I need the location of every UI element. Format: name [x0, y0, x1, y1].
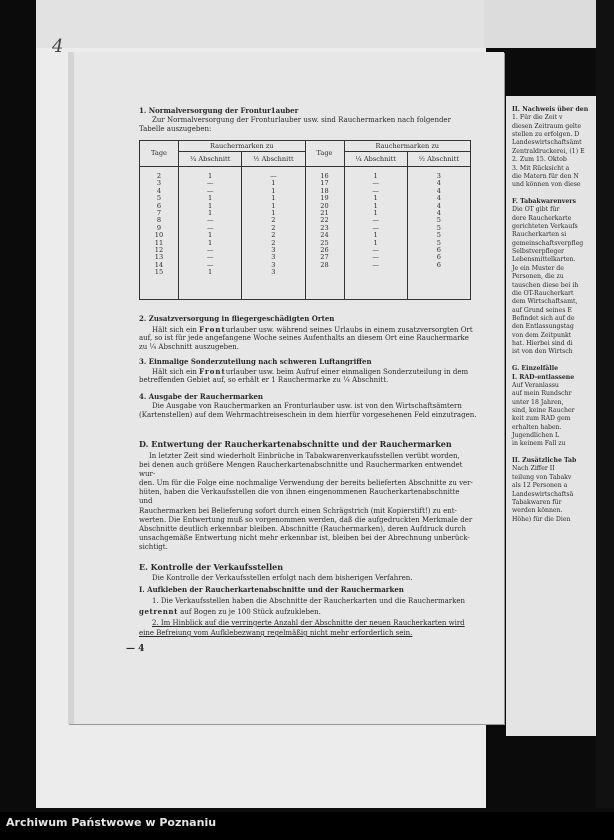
section-2-text: auf, so ist für jede angefangene Woche seines Aufenthalts an diesem Ort eine Rauchermarke	[139, 334, 469, 342]
adjacent-page-line: ist von den Wirtsch	[512, 348, 573, 356]
adjacent-page-line: teilung von Tabakv	[512, 473, 572, 481]
scan-top-margin	[36, 0, 486, 48]
section-3-heading: 3. Einmalige Sonderzuteilung nach schweren Luftangriffen	[139, 357, 372, 366]
adjacent-page-line: Nach Ziffer II	[512, 465, 555, 473]
section-e-intro: Die Kontrolle der Verkaufsstellen erfolgt nach dem bisherigen Verfahren.	[152, 574, 413, 582]
adjacent-page-line: II. Nachweis über den	[512, 106, 589, 113]
scan-right-edge	[596, 0, 614, 808]
adjacent-page-line: Raucherkarten si	[512, 231, 567, 239]
page-fold-shadow	[68, 52, 74, 724]
table-col-right-half: 3 4 4 4 4 4 5 5 5 5 6 6 6	[407, 167, 470, 300]
adjacent-page-line: Höhe) für die Dien	[512, 515, 571, 523]
adjacent-page-line: die OT-Raucherkart	[512, 289, 574, 297]
table-header-half: ½ Abschnitt	[407, 152, 470, 167]
adjacent-page-line	[512, 449, 596, 457]
adjacent-page-line: in keinem Fall zu	[512, 440, 566, 448]
adjacent-page-line: F. Tabakwarenvers	[512, 197, 577, 205]
adjacent-page-line: auf Grund seines E	[512, 306, 572, 314]
section-2-heading: 2. Zusatzversorgung in fliegergeschädigten Orten	[139, 314, 335, 323]
adjacent-page-line: den Entlassungstag	[512, 323, 574, 331]
adjacent-page-line: Personen, die zu	[512, 273, 564, 281]
adjacent-page-line: Die OT gibt für	[512, 206, 560, 214]
table-header-group: Rauchermarken zu	[179, 141, 306, 152]
section-4-heading: 4. Ausgabe der Rauchermarken	[139, 392, 264, 401]
handwritten-page-mark: 4	[52, 36, 64, 57]
adjacent-page-line: II. Zusätzliche Tab	[512, 457, 577, 465]
adjacent-page-line: G. Einzelfälle	[512, 365, 559, 373]
table-header-quarter: ¼ Abschnitt	[344, 152, 407, 167]
adjacent-page-line: hat. Hierbei sind di	[512, 340, 573, 348]
adjacent-page-line: Je ein Muster de	[512, 264, 564, 272]
section-e-text: eine Befreiung vom Aufklebezwang regelmäßig nicht mehr erforderlich sein.	[139, 629, 413, 637]
adjacent-page-line: Landeswirtschaftsä	[512, 490, 574, 498]
adjacent-page-line: und können von diese	[512, 181, 581, 189]
adjacent-page-line: dem Wirtschaftsamt,	[512, 298, 578, 306]
section-e-subheading: I. Aufkleben der Raucherkartenabschnitte und der Rauchermarken	[139, 585, 404, 594]
table-header-half: ½ Abschnitt	[242, 152, 305, 167]
section-3-text: betreffenden Gebiet auf, so erhält er 1 Rauchermarke zu ¼ Abschnitt.	[139, 376, 389, 384]
section-4-text: Die Ausgabe von Rauchermarken an Fronturlauber usw. ist von den Wirtschaftsämtern	[152, 402, 462, 410]
adjacent-page-line: diesen Zeitraum gelte	[512, 122, 582, 130]
rauchermarken-table	[139, 140, 471, 300]
section-1-intro-line: Tabelle auszugeben:	[139, 125, 212, 133]
adjacent-page-line: dere Raucherkarte	[512, 214, 572, 222]
adjacent-page-line: 3. Mit Rücksicht a	[512, 164, 570, 172]
adjacent-page-text	[506, 96, 596, 524]
table-header-tage: Tage	[140, 141, 179, 167]
adjacent-page-line: Jugendlichen L	[512, 432, 560, 440]
table-header-quarter: ¼ Abschnitt	[179, 152, 242, 167]
table-header-tage: Tage	[305, 141, 344, 167]
table-col-left-tage: 2 3 4 5 6 7 8 9 10 11 12 13 14 15	[140, 167, 179, 300]
adjacent-page-line: Auf Veranlassu	[512, 381, 559, 389]
adjacent-page-line: I. RAD-entlassene	[512, 373, 575, 381]
adjacent-page-line: gerichteten Verkaufs	[512, 223, 578, 231]
section-e-heading: E. Kontrolle der Verkaufsstellen	[139, 562, 284, 572]
section-e-text: 1. Die Verkaufsstellen haben die Abschnitte der Raucherkarten und die Rauchermarken	[152, 597, 466, 605]
adjacent-page-line: von dem Zeitpunkt	[512, 331, 572, 339]
adjacent-page-line: Zentraldruckerei, (1) E	[512, 147, 585, 155]
adjacent-page-line: sind, keine Raucher	[512, 406, 575, 414]
page-number: — 4	[126, 644, 145, 654]
adjacent-page-line: als 12 Personen a	[512, 482, 568, 490]
archive-label: Archiwum Państwowe w Poznaniu	[6, 816, 217, 829]
adjacent-page-line: die Matern für den N	[512, 172, 579, 180]
adjacent-page-line: 2. Zum 15. Oktob	[512, 156, 567, 164]
adjacent-page-line: unter 18 Jahren,	[512, 398, 564, 406]
adjacent-page-line: Lebensmittelkarten.	[512, 256, 576, 264]
adjacent-page-line: Landeswirtschaftsämt	[512, 139, 582, 147]
section-2-text: zu ¼ Abschnitt auszugeben.	[139, 343, 240, 351]
section-d-heading: D. Entwertung der Raucherkartenabschnitte und der Rauchermarken	[139, 439, 452, 449]
section-1-intro-line: Zur Normalversorgung der Fronturlauber usw. sind Rauchermarken nach folgender	[152, 116, 451, 124]
adjacent-page-line: erhalten haben.	[512, 423, 562, 431]
section-d-body: In letzter Zeit sind wiederholt Einbrüche in Tabakwarenverkaufsstellen verübt worden, bei denen auch größere Mengen Raucherkartenabschnitte und Rauchermarken entwendet wur- den. Um für die Folge eine nochmalige Verwendung der bereits belieferten Abschnitte zu ver- hüten, haben die Verkaufsstellen die von ihnen eingenommenen Raucherkartenabschnitte und Rauchermarken bei Belieferung sofort durch einen Schrägstrich (mit Kopierstift!) zu ent- werten. Die Entwertung muß so vorgenommen werden, daß die aufgedruckten Merkmale der Abschnitte deutlich erkennbar bleiben. Abschnitte (Rauchermarken), deren Aufdruck durch unsachgemäße Entwertung nicht mehr erkennbar ist, bleiben bei der Abrechnung unberück- sichtigt.	[139, 452, 473, 551]
adjacent-page-cropped	[506, 96, 596, 736]
table-col-left-quarter: 1 — — 1 1 1 — — 1 1 — — — 1	[179, 167, 242, 300]
table-col-left-half: — 1 1 1 1 1 2 2 2 2 3 3 3 3	[242, 167, 305, 300]
section-2-text: Hält sich ein Fronturlauber usw. während seines Urlaubs in einem zusatzversorgten Ort	[152, 325, 473, 334]
adjacent-page-line: 1. Für die Zeit v	[512, 114, 563, 122]
table-col-right-tage: 16 17 18 19 20 21 22 23 24 25 26 27 28	[305, 167, 344, 300]
section-e-text: getrennt auf Bogen zu je 100 Stück aufzukleben.	[139, 607, 321, 616]
adjacent-page-line: keit zum RAD gem	[512, 415, 571, 423]
table-col-right-quarter: 1 — — 1 1 1 — — 1 1 — — —	[344, 167, 407, 300]
adjacent-page-line: tauschen diese bei ih	[512, 281, 579, 289]
adjacent-page-line: werden können.	[512, 507, 563, 515]
section-1-heading: 1. Normalversorgung der Frontur1auber	[139, 106, 299, 115]
adjacent-page-line: gemeinschaftsverpfleg	[512, 239, 584, 247]
adjacent-page-line	[512, 190, 596, 198]
section-4-text: (Kartenstellen) auf dem Wehrmachtreiseschein in dem hierfür vorgesehenen Feld einzutragen.	[139, 411, 477, 419]
underlying-sheet-top	[484, 0, 596, 48]
document-page	[68, 52, 504, 724]
adjacent-page-line: stellen zu erfolgen. D	[512, 131, 580, 139]
adjacent-page-line: auf mein Rundschr	[512, 390, 572, 398]
adjacent-page-line: Tabakwaren für	[512, 498, 562, 506]
section-3-text: Hält sich ein Fronturlauber usw. beim Aufruf einer einmaligen Sonderzuteilung in dem	[152, 367, 469, 376]
adjacent-page-line: Selbstverpfleger	[512, 248, 564, 256]
adjacent-page-line	[512, 357, 596, 365]
adjacent-page-line: Befindet sich auf de	[512, 314, 575, 322]
section-e-text: 2. Im Hinblick auf die verringerte Anzahl der Abschnitte der neuen Raucherkarten wird	[152, 619, 465, 627]
table-header-group: Rauchermarken zu	[344, 141, 471, 152]
